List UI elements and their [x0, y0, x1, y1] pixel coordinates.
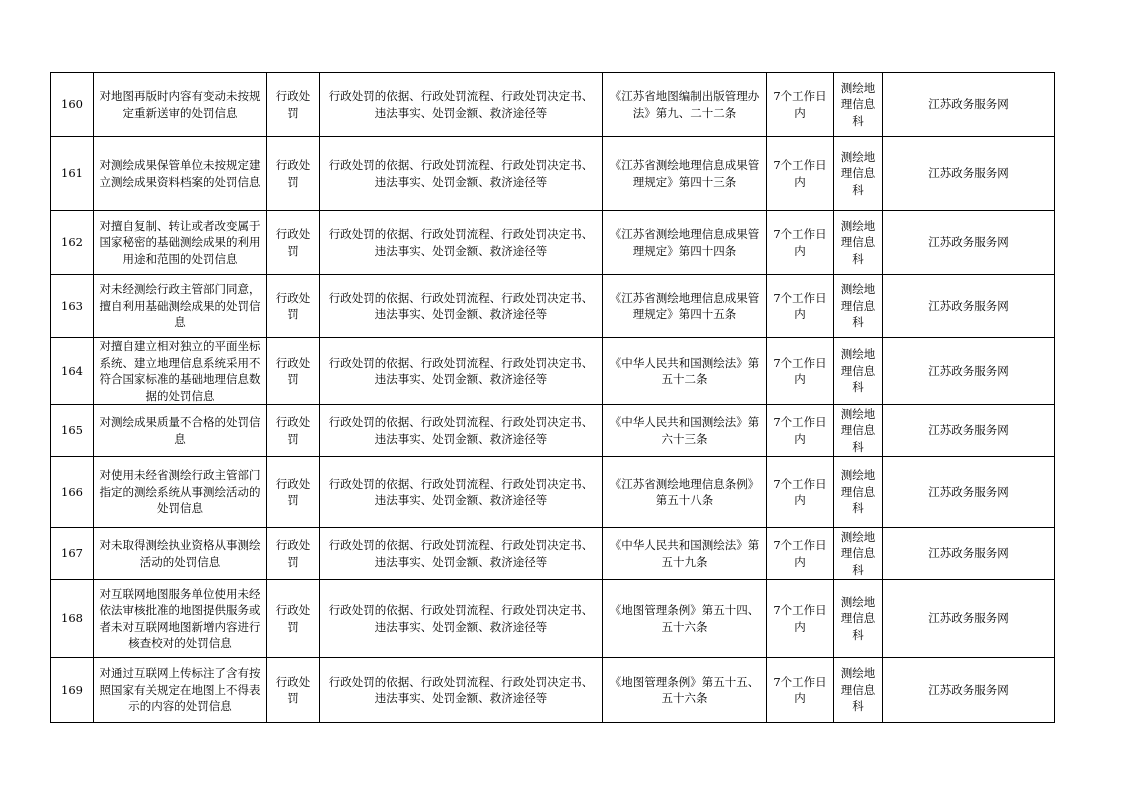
item-name: 对使用未经省测绘行政主管部门指定的测绘系统从事测绘活动的处罚信息: [94, 457, 267, 528]
item-type: 行政处罚: [267, 211, 320, 275]
legal-basis: 《江苏省测绘地理信息成果管理规定》第四十四条: [603, 211, 767, 275]
disclosure-content: 行政处罚的依据、行政处罚流程、行政处罚决定书、违法事实、处罚金额、救济途径等: [320, 275, 603, 338]
table-body: [51, 73, 1055, 723]
table-row: [51, 405, 1055, 457]
legal-basis: 《中华人民共和国测绘法》第五十二条: [603, 338, 767, 405]
item-type: 行政处罚: [267, 528, 320, 580]
disclosure-content: 行政处罚的依据、行政处罚流程、行政处罚决定书、违法事实、处罚金额、救济途径等: [320, 580, 603, 658]
item-type: 行政处罚: [267, 405, 320, 457]
table-row: [51, 658, 1055, 723]
disclosure-time-limit: 7个工作日内: [767, 528, 834, 580]
table-row: [51, 275, 1055, 338]
legal-basis: 《江苏省地图编制出版管理办法》第九、二十二条: [603, 73, 767, 137]
disclosure-channel: 江苏政务服务网: [883, 338, 1055, 405]
legal-basis: 《地图管理条例》第五十四、五十六条: [603, 580, 767, 658]
item-name: 对互联网地图服务单位使用未经依法审核批准的地图提供服务或者未对互联网地图新增内容进行核查校对的处罚信息: [94, 580, 267, 658]
item-name: 对地图再版时内容有变动未按规定重新送审的处罚信息: [94, 73, 267, 137]
disclosure-time-limit: 7个工作日内: [767, 211, 834, 275]
disclosure-channel: 江苏政务服务网: [883, 580, 1055, 658]
disclosure-channel: 江苏政务服务网: [883, 457, 1055, 528]
item-type: 行政处罚: [267, 137, 320, 211]
item-type: 行政处罚: [267, 73, 320, 137]
disclosure-time-limit: 7个工作日内: [767, 457, 834, 528]
row-number: 166: [51, 457, 94, 528]
item-type: 行政处罚: [267, 580, 320, 658]
responsible-department: 测绘地理信息科: [834, 405, 883, 457]
responsible-department: 测绘地理信息科: [834, 73, 883, 137]
disclosure-content: 行政处罚的依据、行政处罚流程、行政处罚决定书、违法事实、处罚金额、救济途径等: [320, 528, 603, 580]
disclosure-channel: 江苏政务服务网: [883, 528, 1055, 580]
row-number: 163: [51, 275, 94, 338]
row-number: 164: [51, 338, 94, 405]
item-name: 对擅自建立相对独立的平面坐标系统、建立地理信息系统采用不符合国家标准的基础地理信息数据的处罚信息: [94, 338, 267, 405]
disclosure-channel: 江苏政务服务网: [883, 405, 1055, 457]
disclosure-channel: 江苏政务服务网: [883, 137, 1055, 211]
disclosure-channel: 江苏政务服务网: [883, 211, 1055, 275]
table-row: [51, 137, 1055, 211]
table-row: [51, 528, 1055, 580]
disclosure-time-limit: 7个工作日内: [767, 405, 834, 457]
legal-basis: 《中华人民共和国测绘法》第六十三条: [603, 405, 767, 457]
legal-basis: 《江苏省测绘地理信息条例》第五十八条: [603, 457, 767, 528]
disclosure-channel: 江苏政务服务网: [883, 658, 1055, 723]
disclosure-channel: 江苏政务服务网: [883, 275, 1055, 338]
item-type: 行政处罚: [267, 658, 320, 723]
row-number: 161: [51, 137, 94, 211]
disclosure-content: 行政处罚的依据、行政处罚流程、行政处罚决定书、违法事实、处罚金额、救济途径等: [320, 73, 603, 137]
table-row: [51, 73, 1055, 137]
disclosure-time-limit: 7个工作日内: [767, 658, 834, 723]
penalty-info-table: [50, 72, 1055, 723]
row-number: 168: [51, 580, 94, 658]
disclosure-time-limit: 7个工作日内: [767, 275, 834, 338]
table-row: [51, 211, 1055, 275]
disclosure-time-limit: 7个工作日内: [767, 73, 834, 137]
item-name: 对测绘成果质量不合格的处罚信息: [94, 405, 267, 457]
legal-basis: 《江苏省测绘地理信息成果管理规定》第四十五条: [603, 275, 767, 338]
legal-basis: 《中华人民共和国测绘法》第五十九条: [603, 528, 767, 580]
responsible-department: 测绘地理信息科: [834, 338, 883, 405]
item-name: 对擅自复制、转让或者改变属于国家秘密的基础测绘成果的利用用途和范围的处罚信息: [94, 211, 267, 275]
disclosure-time-limit: 7个工作日内: [767, 137, 834, 211]
disclosure-content: 行政处罚的依据、行政处罚流程、行政处罚决定书、违法事实、处罚金额、救济途径等: [320, 211, 603, 275]
item-name: 对未经测绘行政主管部门同意，擅自利用基础测绘成果的处罚信息: [94, 275, 267, 338]
legal-basis: 《江苏省测绘地理信息成果管理规定》第四十三条: [603, 137, 767, 211]
table-row: [51, 338, 1055, 405]
responsible-department: 测绘地理信息科: [834, 528, 883, 580]
disclosure-content: 行政处罚的依据、行政处罚流程、行政处罚决定书、违法事实、处罚金额、救济途径等: [320, 405, 603, 457]
item-name: 对未取得测绘执业资格从事测绘活动的处罚信息: [94, 528, 267, 580]
table-row: [51, 580, 1055, 658]
disclosure-content: 行政处罚的依据、行政处罚流程、行政处罚决定书、违法事实、处罚金额、救济途径等: [320, 137, 603, 211]
responsible-department: 测绘地理信息科: [834, 137, 883, 211]
responsible-department: 测绘地理信息科: [834, 211, 883, 275]
legal-basis: 《地图管理条例》第五十五、五十六条: [603, 658, 767, 723]
disclosure-content: 行政处罚的依据、行政处罚流程、行政处罚决定书、违法事实、处罚金额、救济途径等: [320, 658, 603, 723]
item-name: 对通过互联网上传标注了含有按照国家有关规定在地图上不得表示的内容的处罚信息: [94, 658, 267, 723]
disclosure-channel: 江苏政务服务网: [883, 73, 1055, 137]
disclosure-time-limit: 7个工作日内: [767, 580, 834, 658]
disclosure-content: 行政处罚的依据、行政处罚流程、行政处罚决定书、违法事实、处罚金额、救济途径等: [320, 338, 603, 405]
row-number: 165: [51, 405, 94, 457]
item-type: 行政处罚: [267, 338, 320, 405]
table-row: [51, 457, 1055, 528]
row-number: 162: [51, 211, 94, 275]
row-number: 160: [51, 73, 94, 137]
responsible-department: 测绘地理信息科: [834, 580, 883, 658]
item-type: 行政处罚: [267, 457, 320, 528]
row-number: 169: [51, 658, 94, 723]
item-type: 行政处罚: [267, 275, 320, 338]
responsible-department: 测绘地理信息科: [834, 275, 883, 338]
disclosure-time-limit: 7个工作日内: [767, 338, 834, 405]
responsible-department: 测绘地理信息科: [834, 457, 883, 528]
responsible-department: 测绘地理信息科: [834, 658, 883, 723]
disclosure-content: 行政处罚的依据、行政处罚流程、行政处罚决定书、违法事实、处罚金额、救济途径等: [320, 457, 603, 528]
row-number: 167: [51, 528, 94, 580]
item-name: 对测绘成果保管单位未按规定建立测绘成果资料档案的处罚信息: [94, 137, 267, 211]
